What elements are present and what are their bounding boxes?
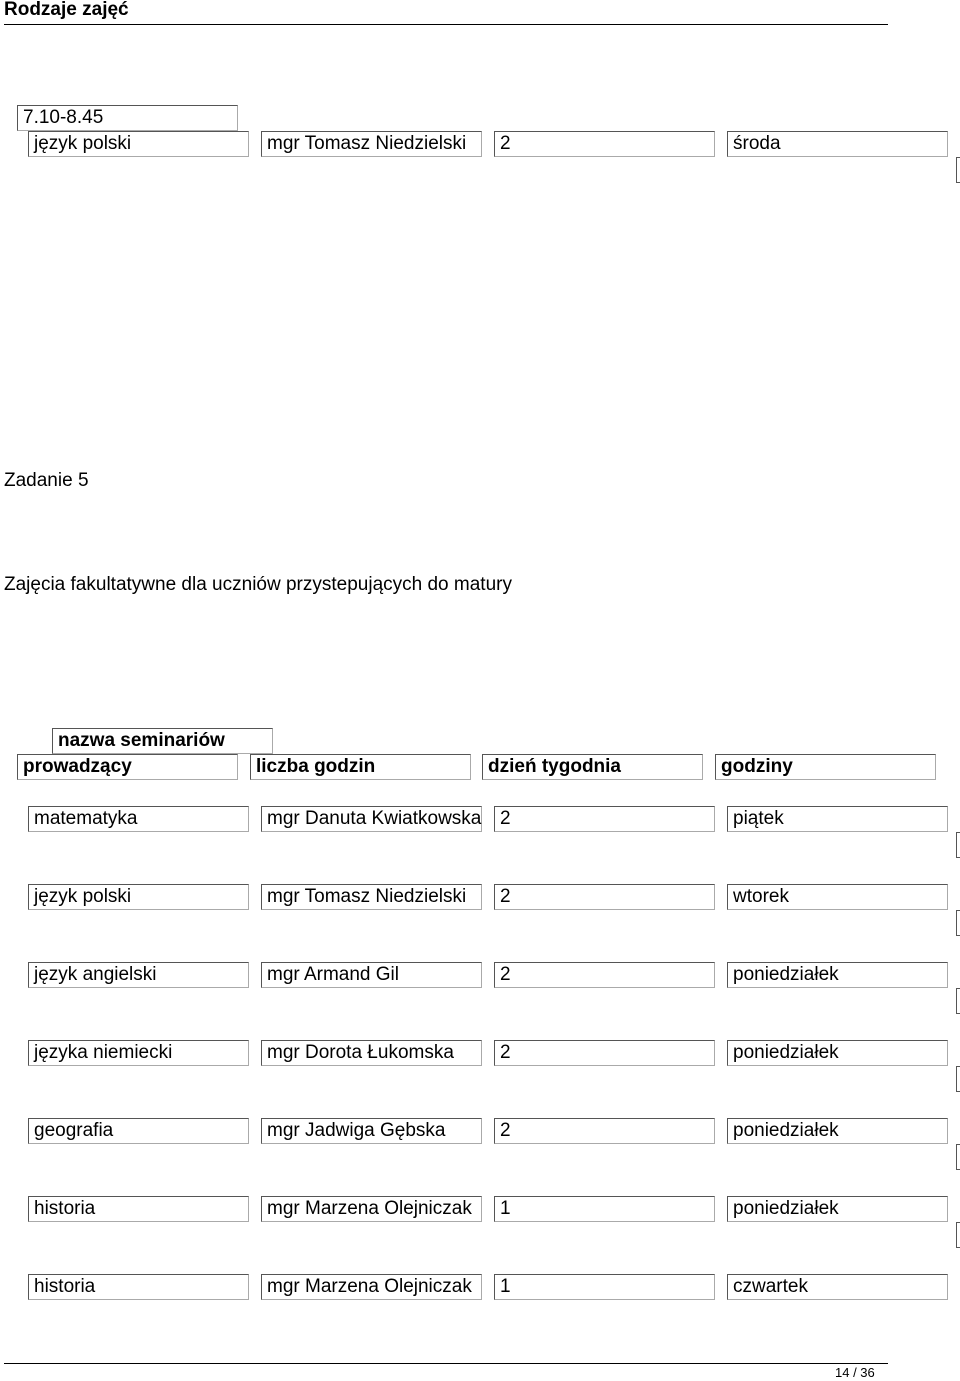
teacher-cell: mgr Dorota Łukomska: [261, 1040, 482, 1066]
hours-cell: 2: [494, 884, 715, 910]
task-subtitle: Zajęcia fakultatywne dla uczniów przystepujących do matury: [4, 574, 512, 595]
page-title: Rodzaje zajęć: [4, 0, 129, 20]
prev-day-cell: środa: [727, 131, 948, 157]
subject-cell: języka niemiecki: [28, 1040, 249, 1066]
hours-cell: 2: [494, 1118, 715, 1144]
prev-time-stub: [956, 157, 960, 183]
teacher-cell: mgr Armand Gil: [261, 962, 482, 988]
teacher-cell: mgr Jadwiga Gębska: [261, 1118, 482, 1144]
time-stub: [956, 1066, 960, 1092]
day-cell: piątek: [727, 806, 948, 832]
hours-cell: 2: [494, 806, 715, 832]
hours-cell: 1: [494, 1196, 715, 1222]
subject-cell: język polski: [28, 884, 249, 910]
teacher-cell: mgr Marzena Olejniczak: [261, 1274, 482, 1300]
header-teacher-cell: prowadzący: [17, 754, 238, 780]
time-stub: [956, 988, 960, 1014]
header-name-cell: nazwa seminariów: [52, 728, 273, 754]
prev-teacher-cell: mgr Tomasz Niedzielski: [261, 131, 482, 157]
teacher-cell: mgr Marzena Olejniczak: [261, 1196, 482, 1222]
subject-cell: historia: [28, 1196, 249, 1222]
bottom-divider: [4, 1363, 888, 1364]
prev-subject-cell: język polski: [28, 131, 249, 157]
day-cell: poniedziałek: [727, 1040, 948, 1066]
page-number: 14 / 36: [835, 1365, 875, 1380]
time-stub: [956, 832, 960, 858]
top-divider: [4, 24, 888, 25]
time-stub: [956, 1144, 960, 1170]
header-hours-cell: liczba godzin: [250, 754, 471, 780]
prev-time-cell: 7.10-8.45: [17, 105, 238, 131]
day-cell: czwartek: [727, 1274, 948, 1300]
prev-hours-cell: 2: [494, 131, 715, 157]
subject-cell: historia: [28, 1274, 249, 1300]
hours-cell: 2: [494, 962, 715, 988]
time-stub: [956, 910, 960, 936]
day-cell: poniedziałek: [727, 1118, 948, 1144]
time-stub: [956, 1222, 960, 1248]
hours-cell: 2: [494, 1040, 715, 1066]
teacher-cell: mgr Tomasz Niedzielski: [261, 884, 482, 910]
subject-cell: język angielski: [28, 962, 249, 988]
teacher-cell: mgr Danuta Kwiatkowska: [261, 806, 482, 832]
subject-cell: geografia: [28, 1118, 249, 1144]
day-cell: poniedziałek: [727, 1196, 948, 1222]
hours-cell: 1: [494, 1274, 715, 1300]
header-day-cell: dzień tygodnia: [482, 754, 703, 780]
header-time-cell: godziny: [715, 754, 936, 780]
subject-cell: matematyka: [28, 806, 249, 832]
task-label: Zadanie 5: [4, 470, 89, 491]
day-cell: poniedziałek: [727, 962, 948, 988]
day-cell: wtorek: [727, 884, 948, 910]
